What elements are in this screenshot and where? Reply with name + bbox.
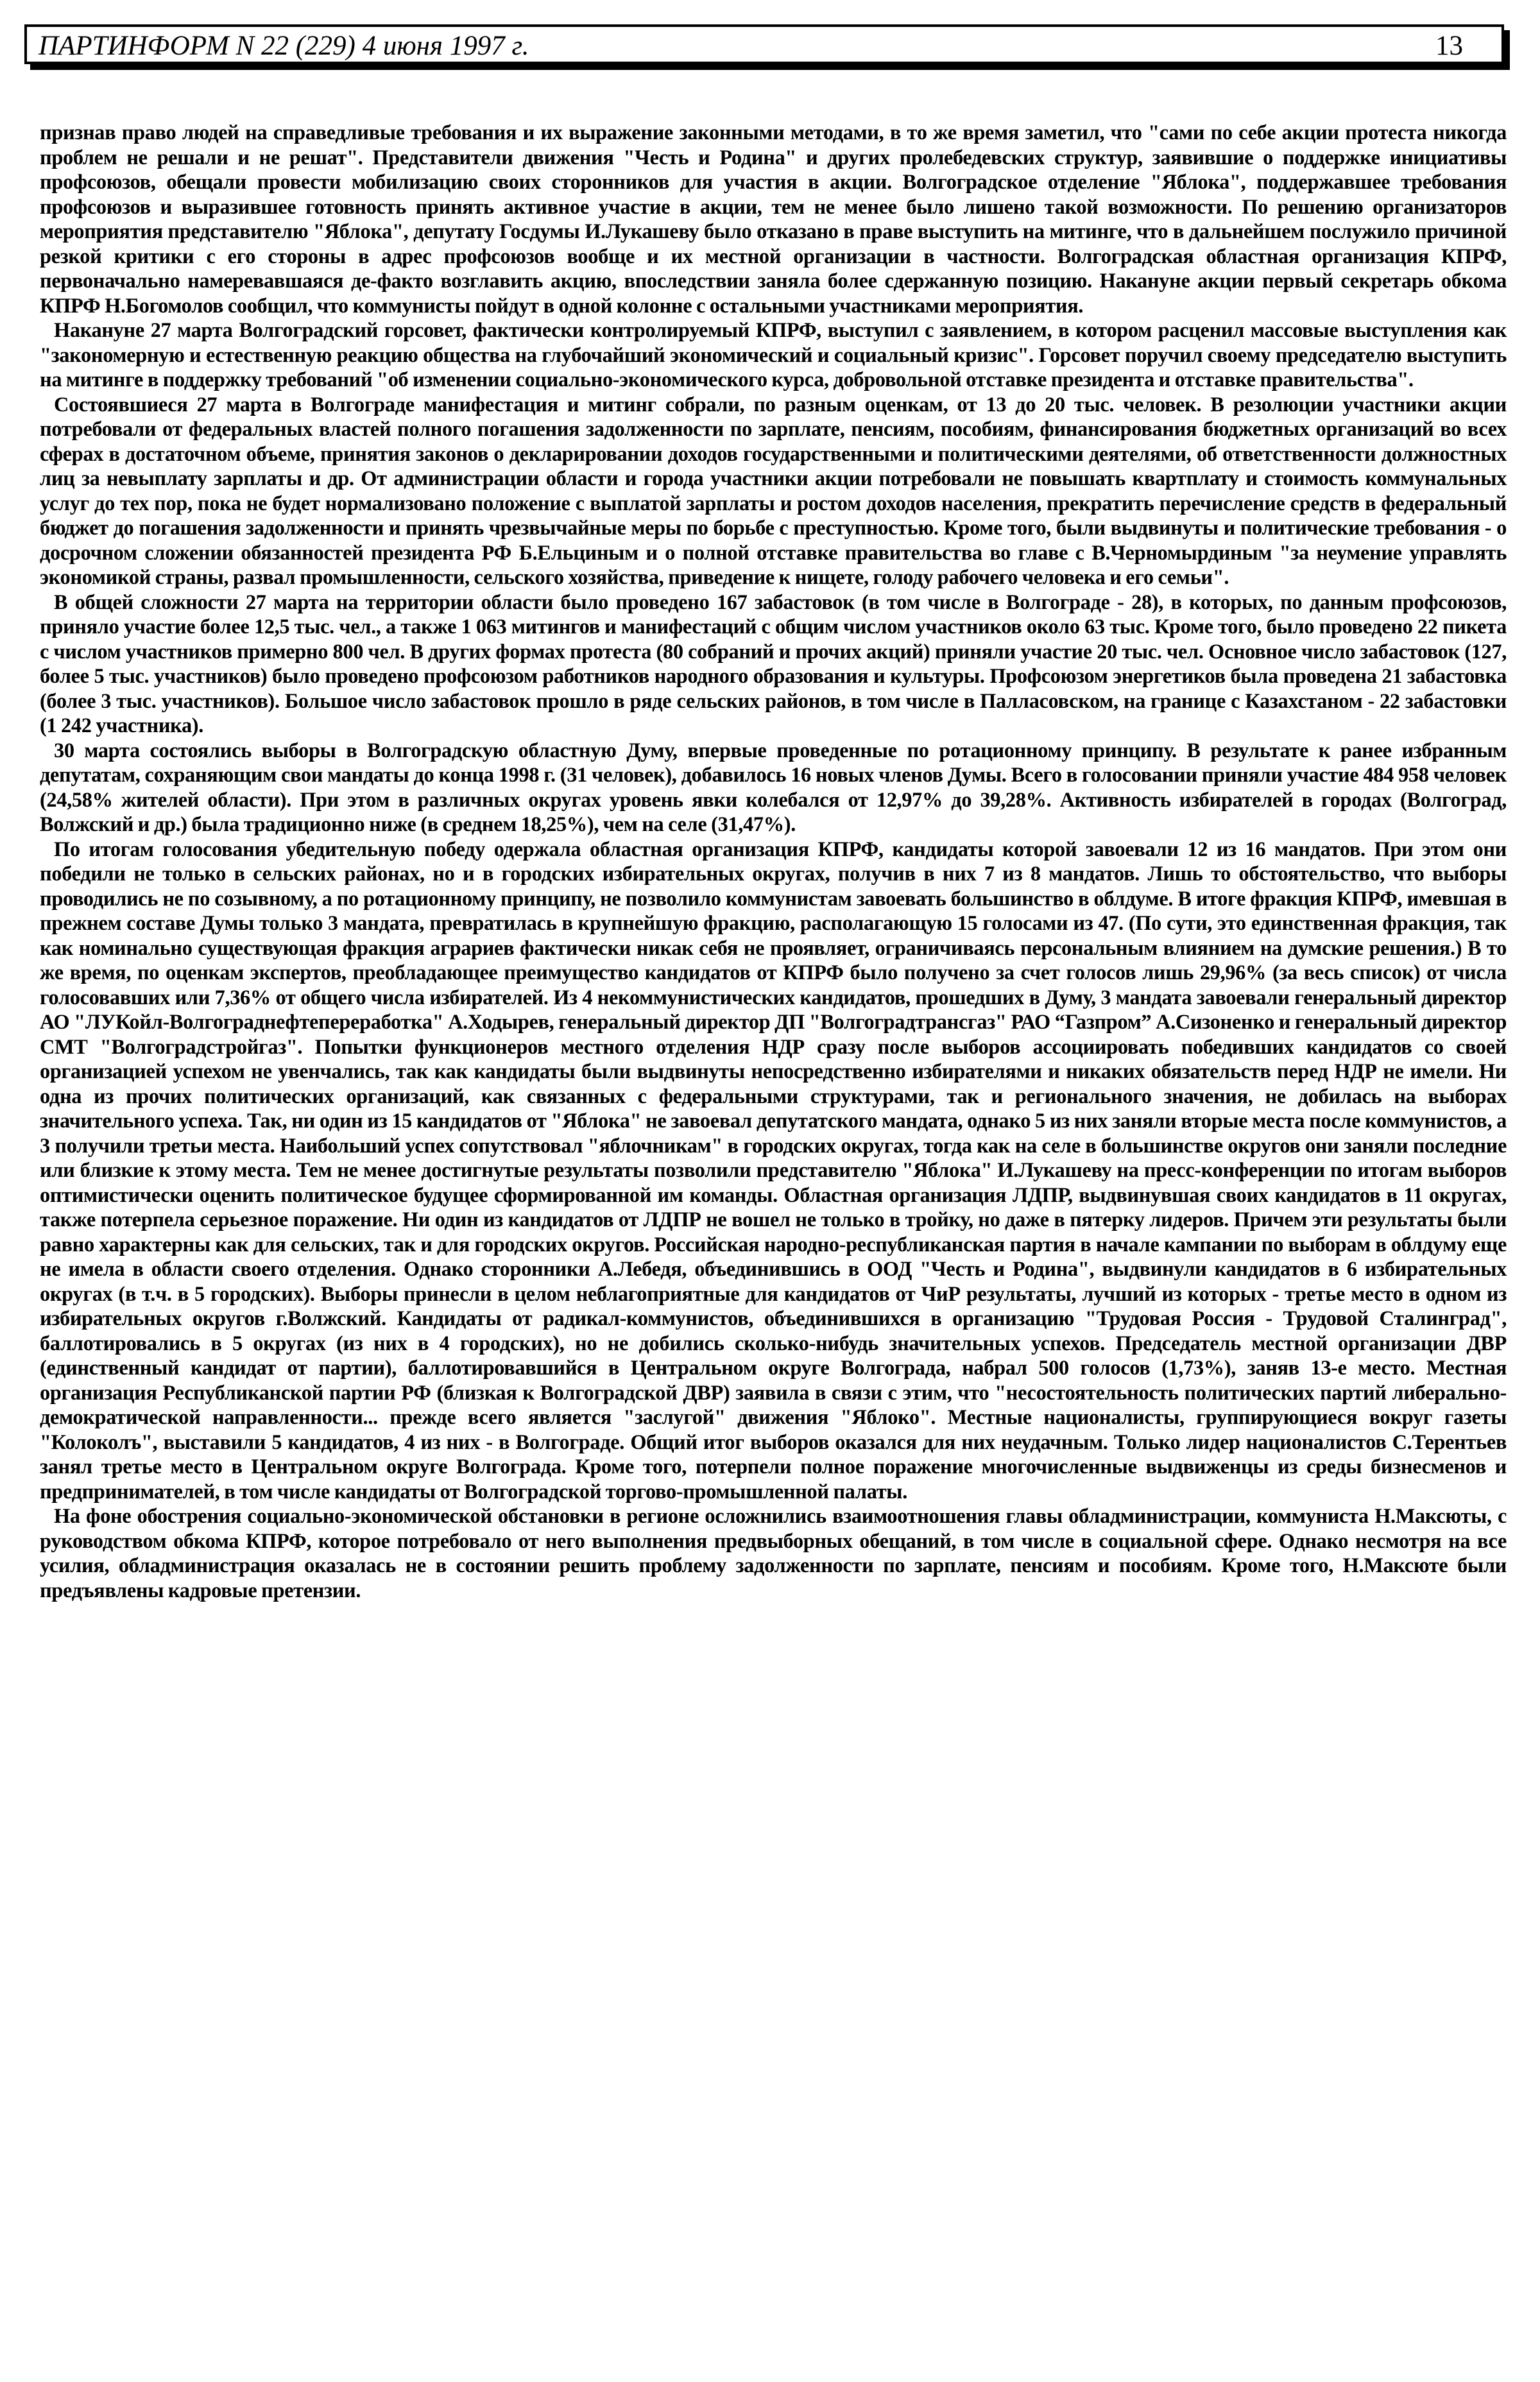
paragraph: признав право людей на справедливые требования и их выражение законными методами, в то же время заметил, что "сами по себе акции протеста никогда проблем не решали и не решат". Представители движения "Честь и Родина" и других пролебедевских структур, заявившие о поддержке инициативы профсоюзов, обещали провести мобилизацию своих сторонников для участия в акции. Волгоградское отделение "Яблока", поддержавшее требования профсоюзов и выразившее готовность принять активное участие в акции, тем не менее было лишено такой возможности. По решению организаторов мероприятия представителю "Яблока", депутату Госдумы И.Лукашеву было отказано в праве выступить на митинге, что в дальнейшем послужило причиной резкой критики с его стороны в адрес профсоюзов вообще и их местной организации в частности. Волгоградская областная организация КПРФ, первоначально намеревавшаяся де-факто возглавить акцию, впоследствии заняла более сдержанную позицию. Накануне акции первый секретарь обкома КПРФ Н.Богомолов сообщил, что коммунисты пойдут в одной колонне с остальными участниками мероприятия. bbox=[40, 121, 1507, 318]
page-number: 13 bbox=[1435, 31, 1463, 61]
page-header bbox=[24, 24, 1504, 64]
article-body bbox=[40, 121, 1507, 1603]
paragraph: В общей сложности 27 марта на территории области было проведено 167 забастовок (в том числе в Волгограде - 28), в которых, по данным профсоюзов, приняло участие более 12,5 тыс. чел., а также 1 063 митингов и манифестаций с общим числом участников около 63 тыс. Кроме того, было проведено 22 пикета с числом участников примерно 800 чел. В других формах протеста (80 собраний и прочих акций) приняли участие 20 тыс. чел. Основное число забастовок (127, более 5 тыс. участников) было проведено профсоюзом работников народного образования и культуры. Профсоюзом энергетиков была проведена 21 забастовка (более 3 тыс. участников). Большое число забастовок прошло в ряде сельских районов, в том числе в Палласовском, на границе с Казахстаном - 22 забастовки (1 242 участника). bbox=[40, 590, 1507, 737]
paragraph: Состоявшиеся 27 марта в Волгограде манифестация и митинг собрали, по разным оценкам, от 13 до 20 тыс. человек. В резолюции участники акции потребовали от федеральных властей полного погашения задолженности по зарплате, пенсиям, пособиям, финансирования бюджетных организаций во всех сферах в достаточном объеме, принятия законов о декларировании доходов государственными и политическими деятелями, об ответственности должностных лиц за невыплату зарплаты и др. От администрации области и города участники акции потребовали не повышать квартплату и стоимость коммунальных услуг до тех пор, пока не будет нормализовано положение с выплатой зарплаты и ростом доходов населения, прекратить перечисление средств в федеральный бюджет до погашения задолженности и принять чрезвычайные меры по борьбе с преступностью. Кроме того, были выдвинуты и политические требования - о досрочном сложении обязанностей президента РФ Б.Ельциным и о полной отставке правительства во главе с В.Черномырдиным "за неумение управлять экономикой страны, развал промышленности, сельского хозяйства, приведение к нищете, голоду рабочего человека и его семьи". bbox=[40, 393, 1507, 589]
paragraph: На фоне обострения социально-экономической обстановки в регионе осложнились взаимоотношения главы обладминистрации, коммуниста Н.Максюты, с руководством обкома КПРФ, которое потребовало от него выполнения предвыборных обещаний, в том числе в социальной сфере. Однако несмотря на все усилия, обладминистрация оказалась не в состоянии решить проблему задолженности по зарплате, пенсиям и пособиям. Кроме того, Н.Максюте были предъявлены кадровые претензии. bbox=[40, 1505, 1507, 1602]
publication-title: ПАРТИНФОРМ N 22 (229) 4 июня 1997 г. bbox=[38, 31, 529, 61]
paragraph: Накануне 27 марта Волгоградский горсовет, фактически контролируемый КПРФ, выступил с заявлением, в котором расценил массовые выступления как "закономерную и естественную реакцию общества на глубочайший экономический и социальный кризис". Горсовет поручил своему председателю выступить на митинге в поддержку требований "об изменении социально-экономического курса, добровольной отставке президента и отставке правительства". bbox=[40, 319, 1507, 391]
paragraph: По итогам голосования убедительную победу одержала областная организация КПРФ, кандидаты которой завоевали 12 из 16 мандатов. При этом они победили не только в сельских районах, но и в городских избирательных округах, получив в них 7 из 8 мандатов. Лишь то обстоятельство, что выборы проводились не по созывному, а по ротационному принципу, не позволило коммунистам завоевать большинство в облдуме. В итоге фракция КПРФ, имевшая в прежнем составе Думы только 3 мандата, превратилась в крупнейшую фракцию, располагающую 15 голосами из 47. (По сути, это единственная фракция, так как номинально существующая фракция аграриев фактически никак себя не проявляет, ограничиваясь персональным влиянием на думские решения.) В то же время, по оценкам экспертов, преобладающее преимущество кандидатов от КПРФ было получено за счет голосов лишь 29,96% (за весь список) от числа голосовавших или 7,36% от общего числа избирателей. Из 4 некоммунистических кандидатов, прошедших в Думу, 3 мандата завоевали генеральный директор АО "ЛУКойл-Волгограднефтепереработка" А.Ходырев, генеральный директор ДП "Волгоградтрансгаз" РАО “Газпром” А.Сизоненко и генеральный директор СМТ "Волгоградстройгаз". Попытки функционеров местного отделения НДР сразу после выборов ассоциировать победивших кандидатов со своей организацией успехом не увенчались, так как кандидаты были выдвинуты непосредственно избирателями и никаких обязательств перед НДР не имели. Ни одна из прочих политических организаций, как связанных с федеральными структурами, так и регионального значения, не добилась на выборах значительного успеха. Так, ни один из 15 кандидатов от "Яблока" не завоевал депутатского мандата, однако 5 из них заняли вторые места после коммунистов, а 3 получили третьи места. Наибольший успех сопутствовал "яблочникам" в городских округах, тогда как на селе в большинстве округов они заняли последние или близкие к этому места. Тем не менее достигнутые результаты позволили представителю "Яблока" И.Лукашеву на пресс-конференции по итогам выборов оптимистически оценить политическое будущее сформированной им команды. Областная организация ЛДПР, выдвинувшая своих кандидатов в 11 округах, также потерпела серьезное поражение. Ни один из кандидатов от ЛДПР не вошел не только в тройку, но даже в пятерку лидеров. Причем эти результаты были равно характерны как для сельских, так и для городских округов. Российская народно-республиканская партия в начале кампании по выборам в облдуму еще не имела в области своего отделения. Однако сторонники А.Лебедя, объединившись в ООД "Честь и Родина", выдвинули кандидатов в 6 избирательных округах (в т.ч. в 5 городских). Выборы принесли в целом неблагоприятные для кандидатов от ЧиР результаты, лучший из которых - третье место в одном из избирательных округов г.Волжский. Кандидаты от радикал-коммунистов, объединившихся в организацию "Трудовая Россия - Трудовой Сталинград", баллотировались в 5 округах (из них в 4 городских), но не добились сколько-нибудь значительных успехов. Председатель местной организации ДВР (единственный кандидат от партии), баллотировавшийся в Центральном округе Волгограда, набрал 500 голосов (1,73%), заняв 13-е место. Местная организация Республиканской партии РФ (близкая к Волгоградской ДВР) заявила в связи с этим, что "несостоятельность политических партий либерально-демократической направленности... прежде всего является "заслугой" движения "Яблоко". Местные националисты, группирующиеся вокруг газеты "Колоколъ", выставили 5 кандидатов, 4 из них - в Волгограде. Общий итог выборов оказался для них неудачным. Только лидер националистов С.Терентьев занял третье место в Центральном округе Волгограда. Кроме того, потерпели полное поражение многочисленные выдвиженцы из среды бизнесменов и предпринимателей, в том числе кандидаты от Волгоградской торгово-промышленной палаты. bbox=[40, 837, 1507, 1504]
paragraph: 30 марта состоялись выборы в Волгоградскую областную Думу, впервые проведенные по ротационному принципу. В результате к ранее избранным депутатам, сохраняющим свои мандаты до конца 1998 г. (31 человек), добавилось 16 новых членов Думы. Всего в голосовании приняли участие 484 958 человек (24,58% жителей области). При этом в различных округах уровень явки колебался от 12,97% до 39,28%. Активность избирателей в городах (Волгоград, Волжский и др.) была традиционно ниже (в среднем 18,25%), чем на селе (31,47%). bbox=[40, 739, 1507, 836]
